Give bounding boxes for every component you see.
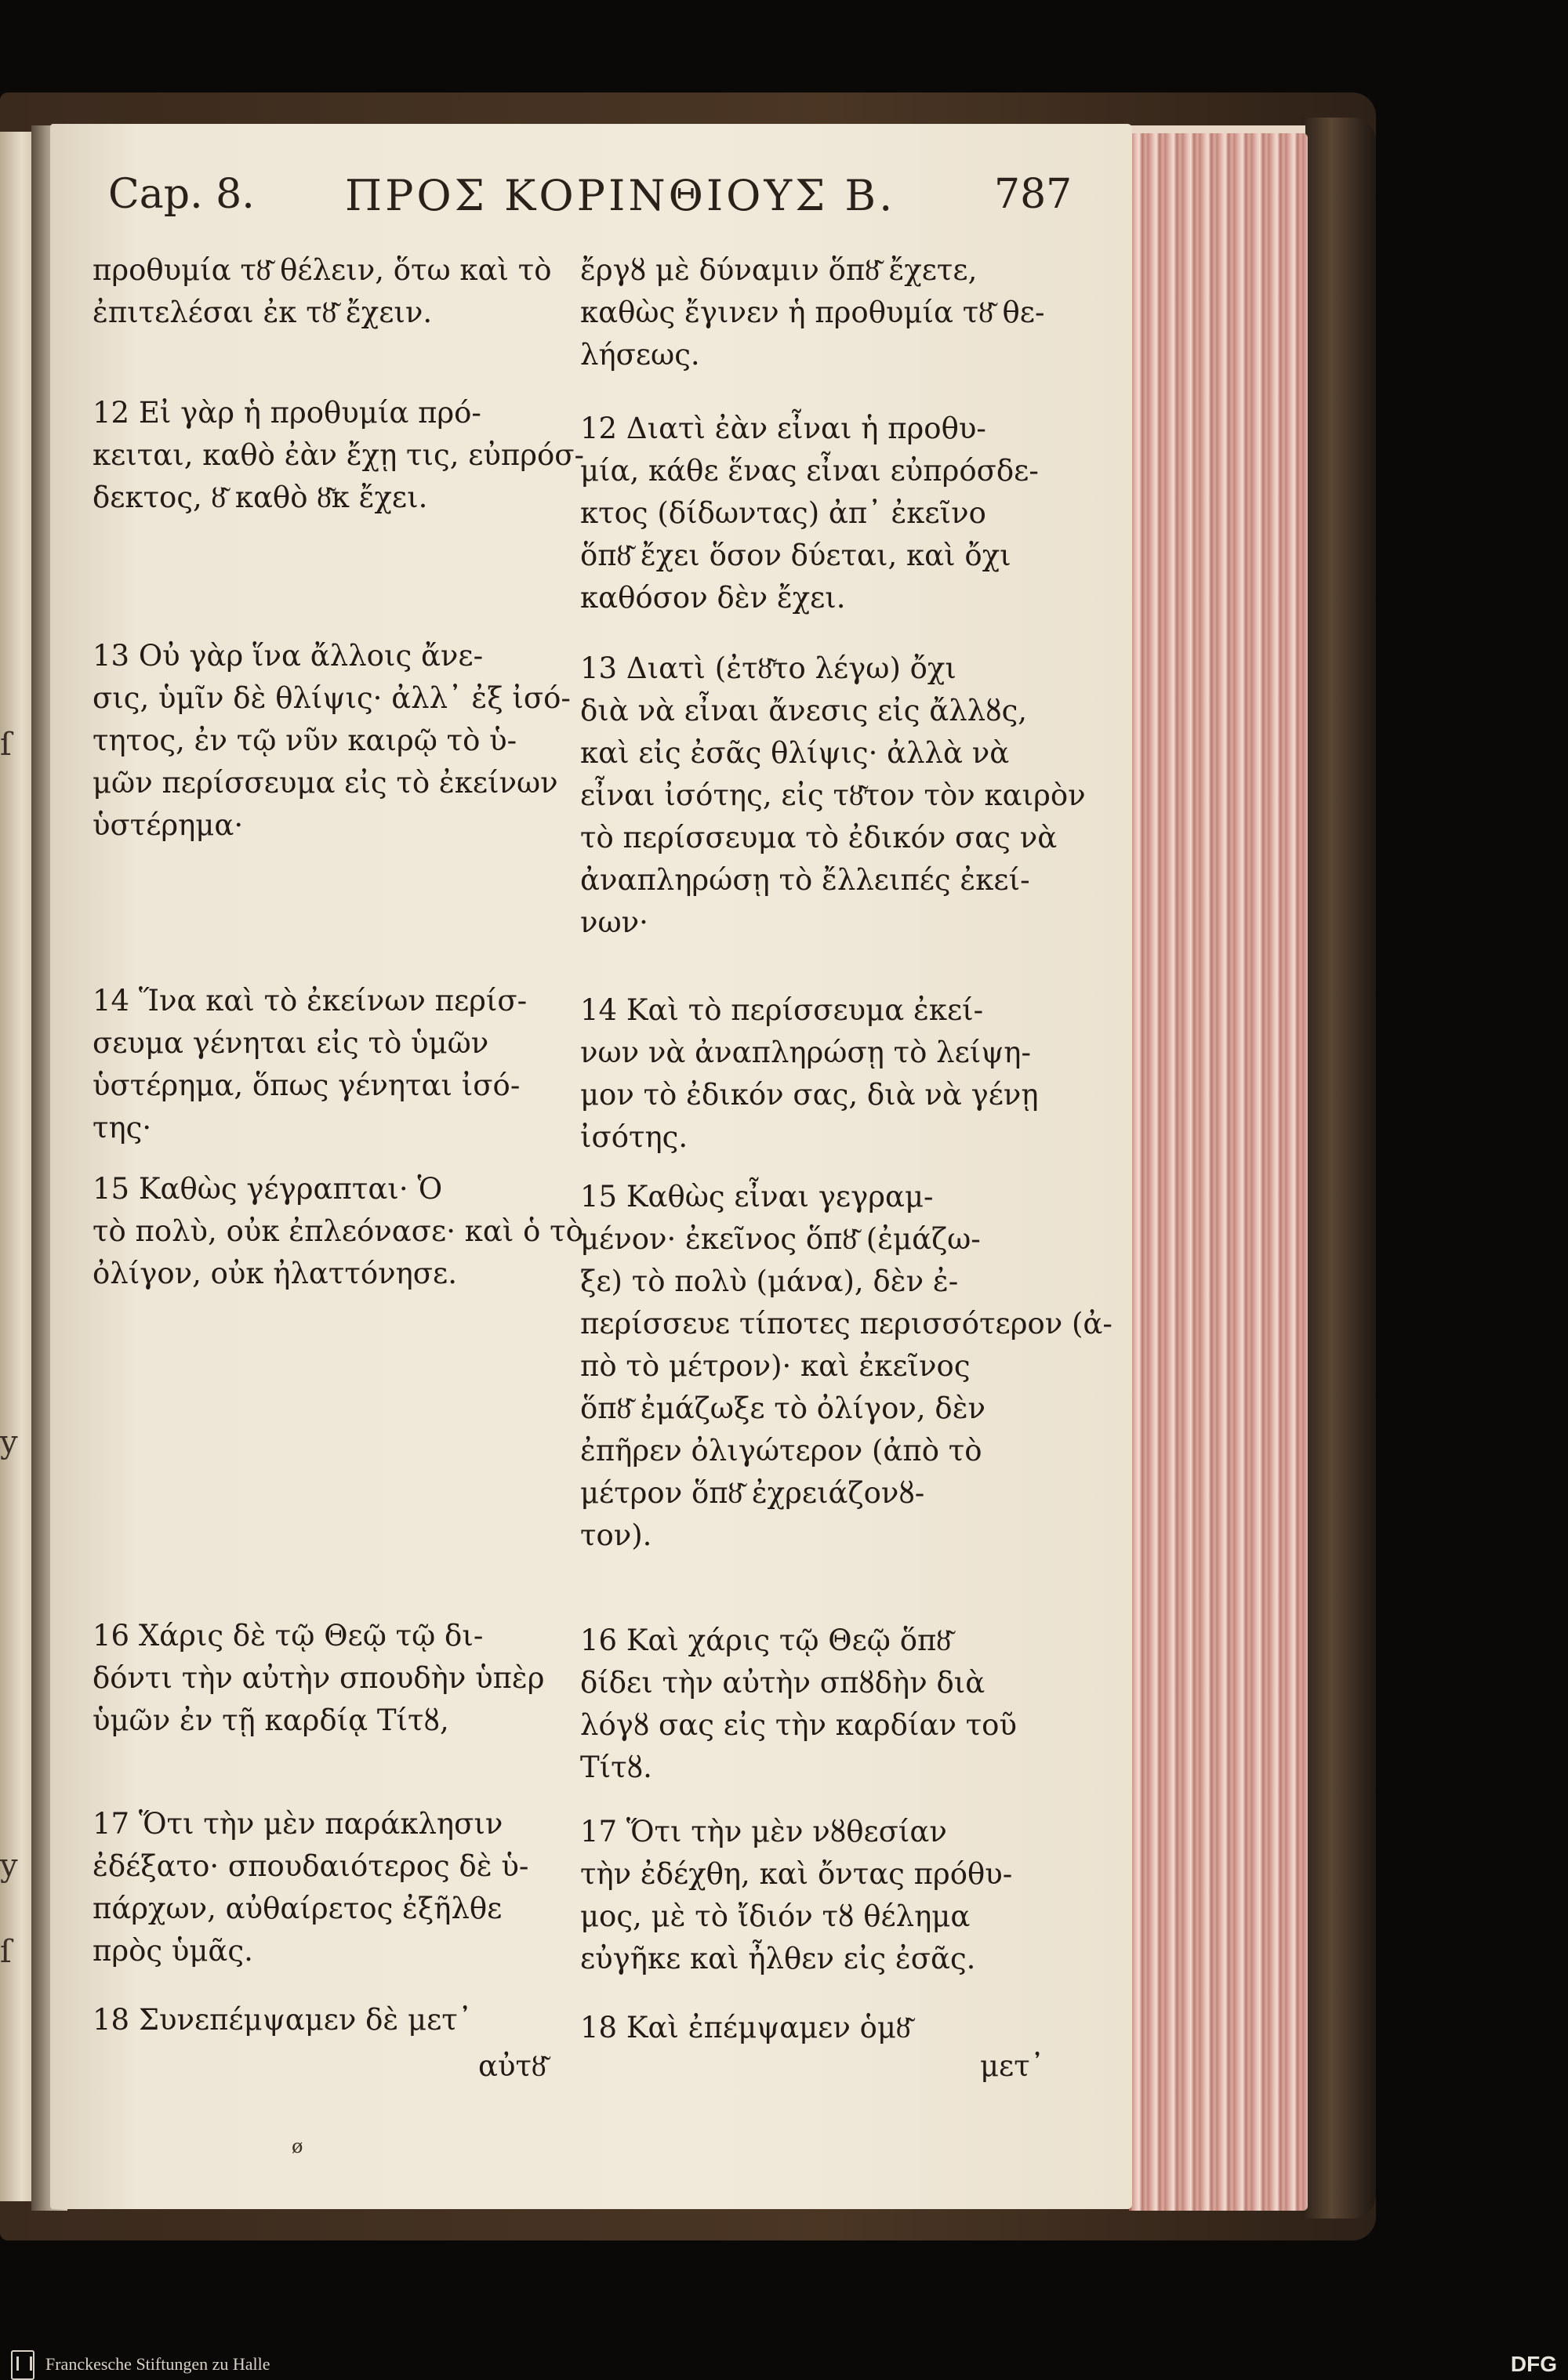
left-page-mark: y <box>0 1848 18 1884</box>
verse-18-greek: 18 Συνεπέμψαμεν δὲ μετ᾽ <box>93 2003 473 2037</box>
page-number: 787 <box>994 171 1073 218</box>
running-title: ΠΡΟΣ ΚΟΡΙΝΘΙΟΥΣ Β. <box>345 171 896 220</box>
book-binding-edge <box>1301 118 1376 2219</box>
verse-11-modern: ἔργȣ μὲ δύναμιν ὅπȣ͂ ἔχετε, καθὼς ἔγινεν ἡ προθυμία τȣ͂ θε- λήσεως. <box>580 253 1045 372</box>
left-page-mark: ſ <box>0 1934 12 1970</box>
page-block-fore-edge <box>1129 133 1308 2211</box>
left-page-mark: y <box>0 1424 18 1460</box>
left-page-mark: ſ <box>0 727 12 763</box>
verse-11-greek: προθυμία τȣ͂ θέλειν, ὅτω καὶ τὸ ἐπιτελέσαι ἐκ τȣ͂ ἔχειν. <box>93 253 552 329</box>
dfg-logo: DFG <box>1510 2352 1557 2376</box>
verse-13-modern: 13 Διατὶ (ἐτȣ͂το λέγω) ὄχι διὰ νὰ εἶναι ἄνεσις εἰς ἄλλȣς, καὶ εἰς ἐσᾶς θλίψις· ἀλλὰ νὰ εἶναι ἰσότης, εἰς τȣ͂τον τὸν καιρὸν τὸ περίσσευμα τὸ ἐδικόν σας νὰ ἀναπληρώσῃ τὸ ἔλλειπές ἐκεί- νων· <box>580 651 1086 939</box>
signature-mark: ø <box>292 2135 303 2157</box>
verse-12-greek: 12 Εἰ γὰρ ἡ προθυμία πρό- κειται, καθὸ ἐὰν ἔχῃ τις, εὐπρόσ- δεκτος, ȣ͂ καθὸ ȣ͂κ ἔχει. <box>93 396 584 514</box>
verse-12-modern: 12 Διατὶ ἐὰν εἶναι ἡ προθυ- μία, κάθε ἕνας εἶναι εὐπρόσδε- κτος (δίδωντας) ἀπ᾽ ἐκεῖνο ὅπȣ͂ ἔχει ὅσον δύεται, καὶ ὄχι καθόσον δὲν ἔχει. <box>580 412 1039 615</box>
verse-18-modern: 18 Καὶ ἐπέμψαμεν ὁμȣ͂ <box>580 2011 911 2044</box>
verse-15-modern: 15 Καθὼς εἶναι γεγραμ- μένον· ἐκεῖνος ὅπȣ͂ (ἐμάζω- ξε) τὸ πολὺ (μάνα), δὲν ἐ- περίσσευε τίποτες περισσότερον (ἀ- πὸ τὸ μέτρον)· καὶ ἐκεῖνος ὅπȣ͂ ἐμάζωξε τὸ ὀλίγον, δὲν ἐπῆρεν ὀλιγώτερον (ἀπὸ τὸ μέτρον ὅπȣ͂ ἐχρειάζονȣ- τον). <box>580 1180 1112 1552</box>
verse-16-modern: 16 Καὶ χάρις τῷ Θεῷ ὅπȣ͂ δίδει τὴν αὐτὴν σπȣδὴν διὰ λόγȣ σας εἰς τὴν καρδίαν τοῦ Τίτȣ. <box>580 1624 1017 1784</box>
chapter-label: Cap. 8. <box>108 171 255 218</box>
left-catchword: αὐτȣ͂ <box>478 2049 546 2083</box>
verse-17-greek: 17 Ὅτι τὴν μὲν παράκλησιν ἐδέξατο· σπουδαιότερος δὲ ὑ- πάρχων, αὐθαίρετος ἐξῆλθε πρὸς ὑμᾶς. <box>93 1807 529 1968</box>
verse-13-greek: 13 Οὐ γὰρ ἵνα ἄλλοις ἄνε- σις, ὑμῖν δὲ θλίψις· ἀλλ᾽ ἐξ ἰσό- τητος, ἐν τῷ νῦν καιρῷ τὸ ὑ- μῶν περίσσευμα εἰς τὸ ἐκείνων ὑστέρημα· <box>93 639 571 842</box>
library-logo-icon <box>11 2350 34 2380</box>
verse-15-greek: 15 Καθὼς γέγραπται· Ὁ τὸ πολὺ, οὐκ ἐπλεόνασε· καὶ ὁ τὸ ὀλίγον, οὐκ ἠλαττόνησε. <box>93 1172 583 1290</box>
verse-17-modern: 17 Ὅτι τὴν μὲν νȣθεσίαν τὴν ἐδέχθη, καὶ ὄντας πρόθυ- μος, μὲ τὸ ἴδιόν τȣ θέλημα εὐγῆκε καὶ ἦλθεν εἰς ἐσᾶς. <box>580 1815 1013 1975</box>
verse-14-greek: 14 Ἵνα καὶ τὸ ἐκείνων περίσ- σευμα γένηται εἰς τὸ ὑμῶν ὑστέρημα, ὅπως γένηται ἰσό- της· <box>93 984 528 1145</box>
library-name: Franckesche Stiftungen zu Halle <box>45 2354 270 2374</box>
right-catchword: μετ᾽ <box>980 2049 1045 2083</box>
verse-16-greek: 16 Χάρις δὲ τῷ Θεῷ τῷ δι- δόντι τὴν αὐτὴν σπουδὴν ὑπὲρ ὑμῶν ἐν τῇ καρδίᾳ Τίτȣ, <box>93 1619 545 1737</box>
verse-14-modern: 14 Καὶ τὸ περίσσευμα ἐκεί- νων νὰ ἀναπληρώσῃ τὸ λείψη- μον τὸ ἐδικόν σας, διὰ νὰ γένῃ ἰσότης. <box>580 993 1039 1154</box>
